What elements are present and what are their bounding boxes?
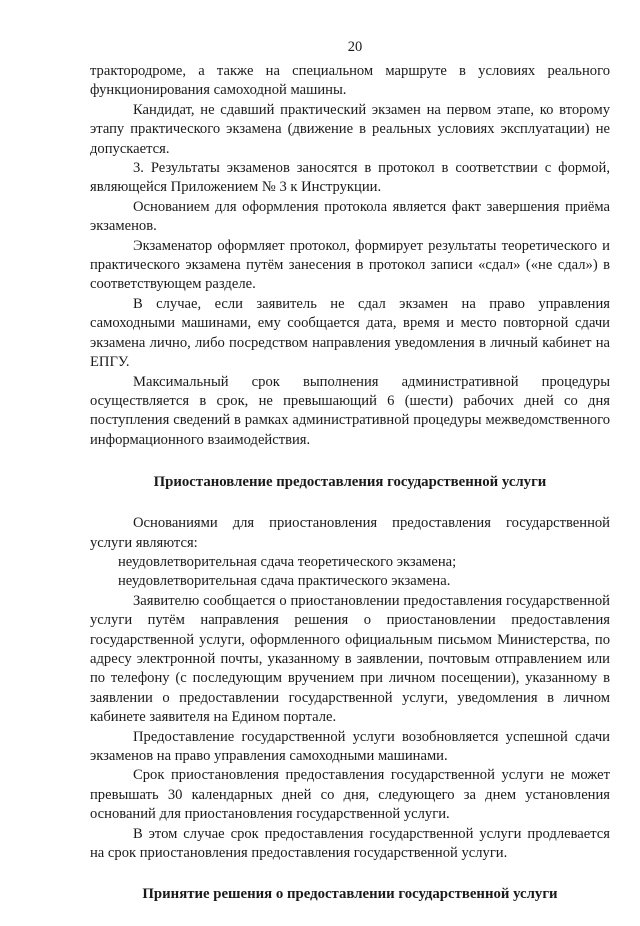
section-heading-suspension: Приостановление предоставления государственной услуги [153,474,547,491]
list-item: неудовлетворительная сдача практического экзамена. [118,573,451,590]
paragraph: В этом случае срок предоставления государственной услуги продлевается на срок приостановления предоставления государственной услуги. [90,825,610,862]
paragraph: Предоставление государственной услуги возобновляется успешной сдачи экзаменов на право управления самоходными машинами. [90,728,610,764]
paragraph: Кандидат, не сдавший практический экзамен на первом этапе, ко второму этапу практического экзамена (движение в реальных условиях эксплуатации) не допускается. [90,101,610,157]
paragraph: трактородроме, а также на специальном маршруте в условиях реального функционирования самоходной машины. [90,63,610,99]
paragraph: 3. Результаты экзаменов заносятся в протокол в соответствии с формой, являющейся Приложением № 3 к Инструкции. [90,160,610,196]
paragraph: Максимальный срок выполнения административной процедуры осуществляется в срок, не превышающий 6 (шести) рабочих дней со дня поступления сведений в рамках административной процедуры межведомственного информационного взаимодействия. [90,373,610,448]
page-number: 20 [347,39,363,55]
paragraph: Основанием для оформления протокола является факт завершения приёма экзаменов. [90,198,610,235]
paragraph: Экзаменатор оформляет протокол, формирует результаты теоретического и практического экзамена путём занесения в протокол записи «сдал» («не сдал») в соответствующем разделе. [90,237,610,293]
section-heading-decision: Принятие решения о предоставлении государственной услуги [142,886,558,903]
paragraph: В случае, если заявитель не сдал экзамен на право управления самоходными машинами, ему сообщается дата, время и место повторной сдачи экзамена лично, либо посредством направления уведомления в личный кабинет на ЕПГУ. [90,295,610,371]
paragraph: Заявителю сообщается о приостановлении предоставления государственной услуги путём направления решения о приостановлении предоставления государственной услуги, оформленного официальным письмом Министерства, по адресу электронной почты, указанному в заявлении, почтовым отправлением или по телефону (с последующим вручением при личном посещении), указанному в заявлении о предоставлении государственной услуги, уведомления в личном кабинете заявителя на Едином портале. [90,592,610,726]
paragraph: Основаниями для приостановления предоставления государственной услуги являются: [90,515,610,551]
list-item: неудовлетворительная сдача теоретического экзамена; [118,553,457,570]
document-page [90,38,610,926]
paragraph: Срок приостановления предоставления государственной услуги не может превышать 30 календарных дней со дня, следующего за днем установления оснований для приостановления государственной услуги. [90,767,610,823]
